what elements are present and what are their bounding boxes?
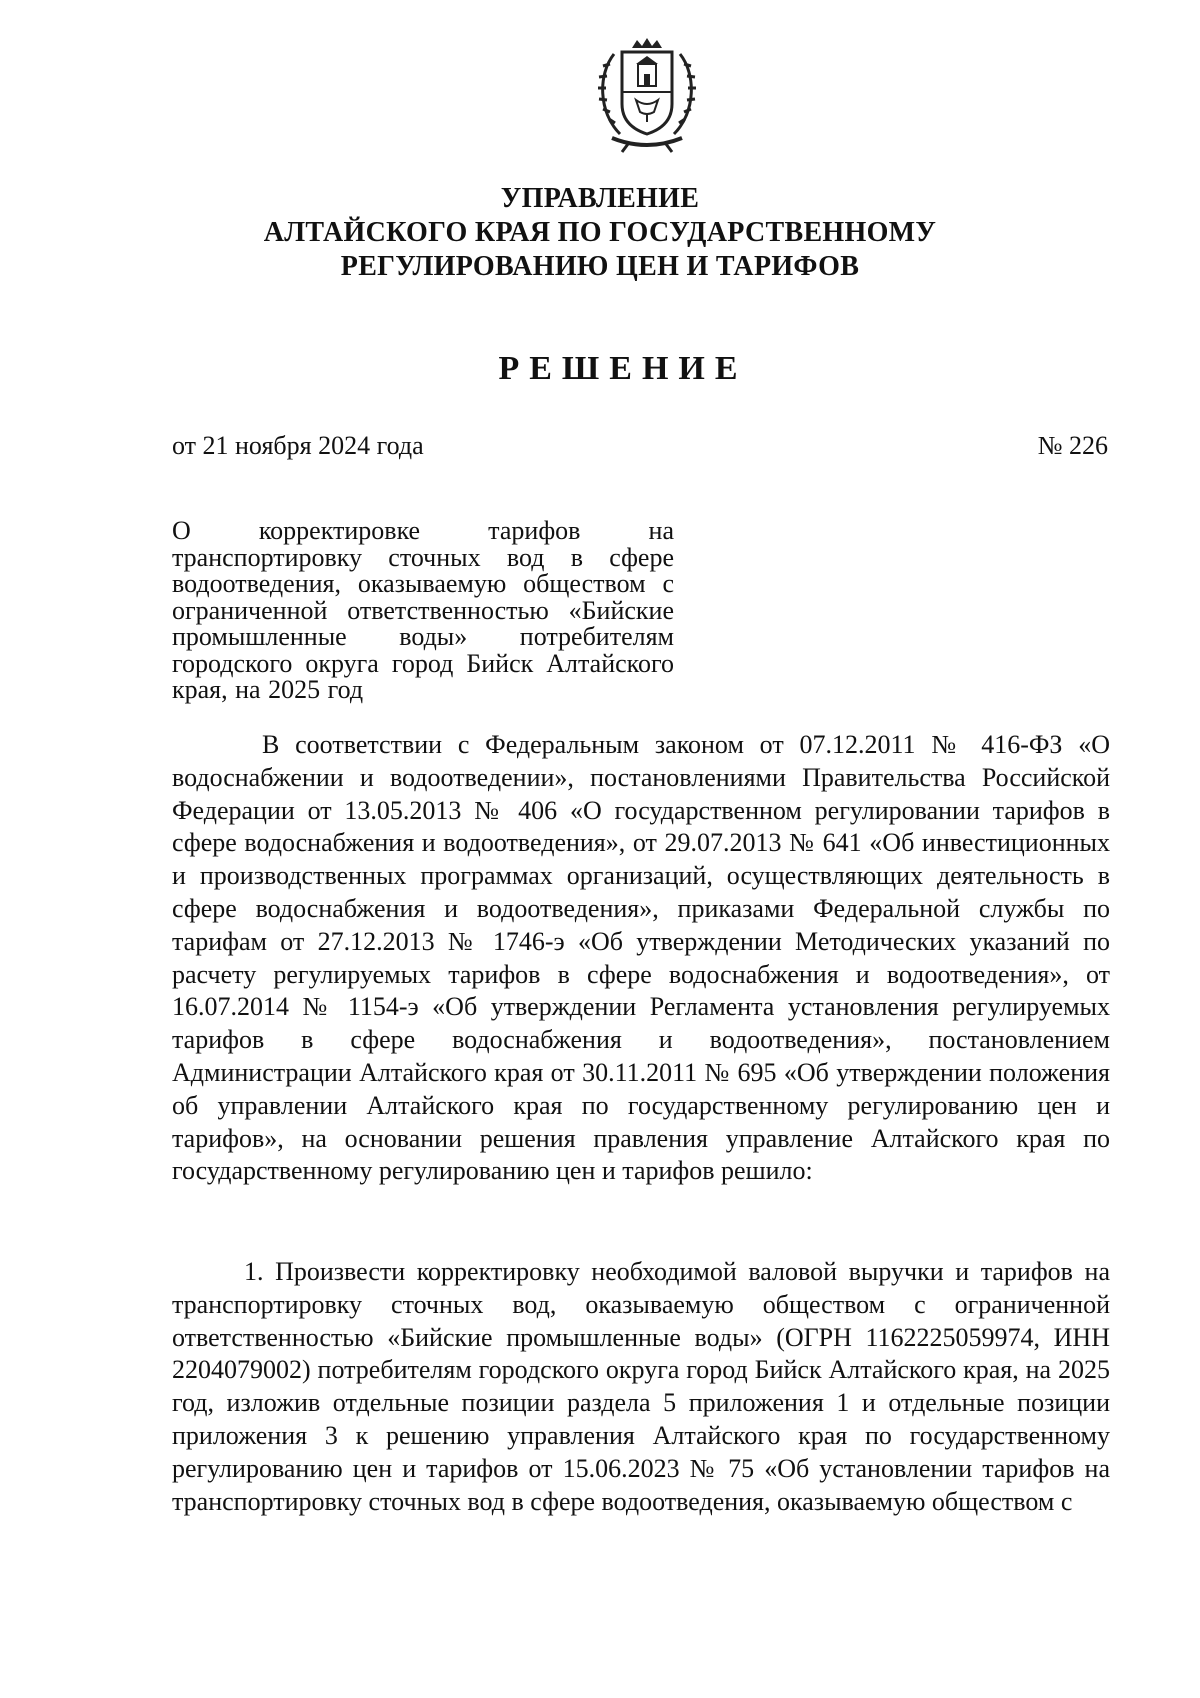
org-name-line-3: РЕГУЛИРОВАНИЮ ЦЕН И ТАРИФОВ: [340, 251, 860, 282]
preamble-paragraph: В соответствии с Федеральным законом от 07.12.2011 № 416-ФЗ «О водоснабжении и водоотведении», постановлениями Правительства Российской Федерации от 13.05.2013 № 406 «О государственном регулировании тарифов в сфере водоснабжения и водоотведения», от 29.07.2013 № 641 «Об инвестиционных и производственных программах организаций, осуществляющих деятельность в сфере водоснабжения и водоотведения», приказами Федеральной службы по тарифам от 27.12.2013 № 1746-э «Об утверждении Методических указаний по расчету регулируемых тарифов в сфере водоснабжения и водоотведения», от 16.07.2014 № 1154-э «Об утверждении Регламента установления регулируемых тарифов в сфере водоснабжения и водоотведения», постановлением Администрации Алтайского края от 30.11.2011 № 695 «Об утверждении положения об управлении Алтайского края по государственному регулированию цен и тарифов», на основании решения правления управление Алтайского края по государственному регулированию цен и тарифов решило:: [172, 730, 1110, 1186]
document-date: от 21 ноября 2024 года: [172, 431, 424, 460]
document-number: № 226: [1037, 431, 1108, 460]
clause-1-paragraph: 1. Произвести корректировку необходимой валовой выручки и тарифов на транспортировку сточных вод, оказываемую обществом с ограниченной ответственностью «Бийские промышленные воды» (ОГРН 1162225059974, ИНН 2204079002) потребителям городского округа город Бийск Алтайского края, на 2025 год, изложив отдельные позиции раздела 5 приложения 1 и отдельные позиции приложения 3 к решению управления Алтайского края по государственному регулированию цен и тарифов от 15.06.2023 № 75 «Об установлении тарифов на транспортировку сточных вод в сфере водоотведения, оказываемую обществом с: [172, 1257, 1110, 1516]
org-name-line-2: АЛТАЙСКОГО КРАЯ ПО ГОСУДАРСТВЕННОМУ: [263, 217, 937, 248]
document-subject: О корректировке тарифов на транспортировку сточных вод в сфере водоотведения, оказываемую обществом с ограниченной ответственностью «Бийские промышленные воды» потребителям городского округа город Бийск Алтайского края, на 2025 год: [172, 516, 674, 704]
coat-of-arms-icon: [592, 34, 702, 154]
document-title: РЕШЕНИЕ: [498, 350, 748, 387]
org-name-line-1: УПРАВЛЕНИЕ: [500, 183, 700, 214]
